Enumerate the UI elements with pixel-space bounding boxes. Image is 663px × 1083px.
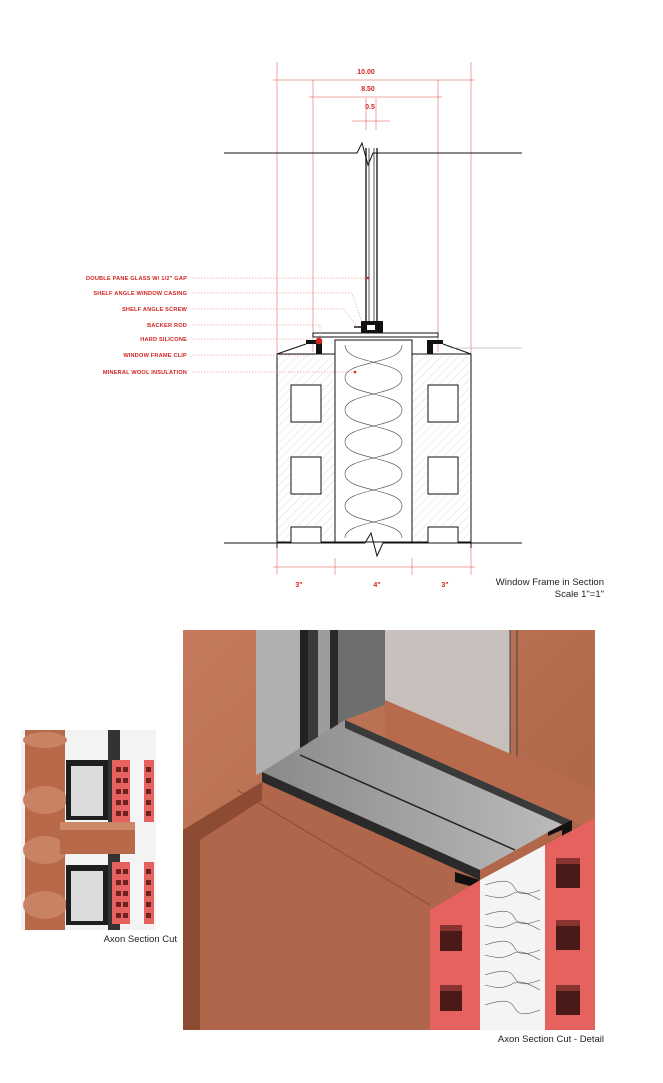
axon-small-caption: Axon Section Cut	[103, 934, 177, 945]
dim-bottom-right: 3"	[441, 582, 449, 589]
axon-detail-caption: Axon Section Cut - Detail	[497, 1034, 604, 1045]
brick-wythe-left	[277, 354, 335, 542]
section-caption-scale: Scale 1"=1"	[554, 589, 604, 600]
top-break-line	[224, 143, 522, 165]
annotation-labels	[86, 276, 187, 376]
label-shelf-angle-screw: SHELF ANGLE SCREW	[121, 307, 187, 313]
dim-bottom-middle: 4"	[373, 582, 381, 589]
glass-panes	[366, 148, 377, 326]
label-window-frame-clip: WINDOW FRAME CLIP	[123, 353, 187, 359]
dim-glass: 0.5	[365, 104, 375, 111]
dim-overall: 10.00	[357, 69, 375, 76]
axon-small	[21, 730, 177, 945]
axon-detail	[183, 630, 604, 1045]
brick-wythe-right	[412, 354, 471, 542]
label-backer-rod: BACKER ROD	[147, 323, 187, 329]
label-hard-silicone: HARD SILICONE	[140, 337, 187, 343]
section-caption-title: Window Frame in Section	[495, 577, 604, 588]
dim-bottom-left: 3"	[295, 582, 303, 589]
insulation-cavity	[335, 340, 412, 542]
label-shelf-angle-casing: SHELF ANGLE WINDOW CASING	[93, 291, 187, 297]
label-mineral-wool: MINERAL WOOL INSULATION	[102, 370, 187, 376]
section-drawing	[86, 62, 604, 600]
label-double-pane-glass: DOUBLE PANE GLASS W/ 1/2" GAP	[86, 276, 187, 282]
dim-inner: 8.50	[361, 86, 375, 93]
